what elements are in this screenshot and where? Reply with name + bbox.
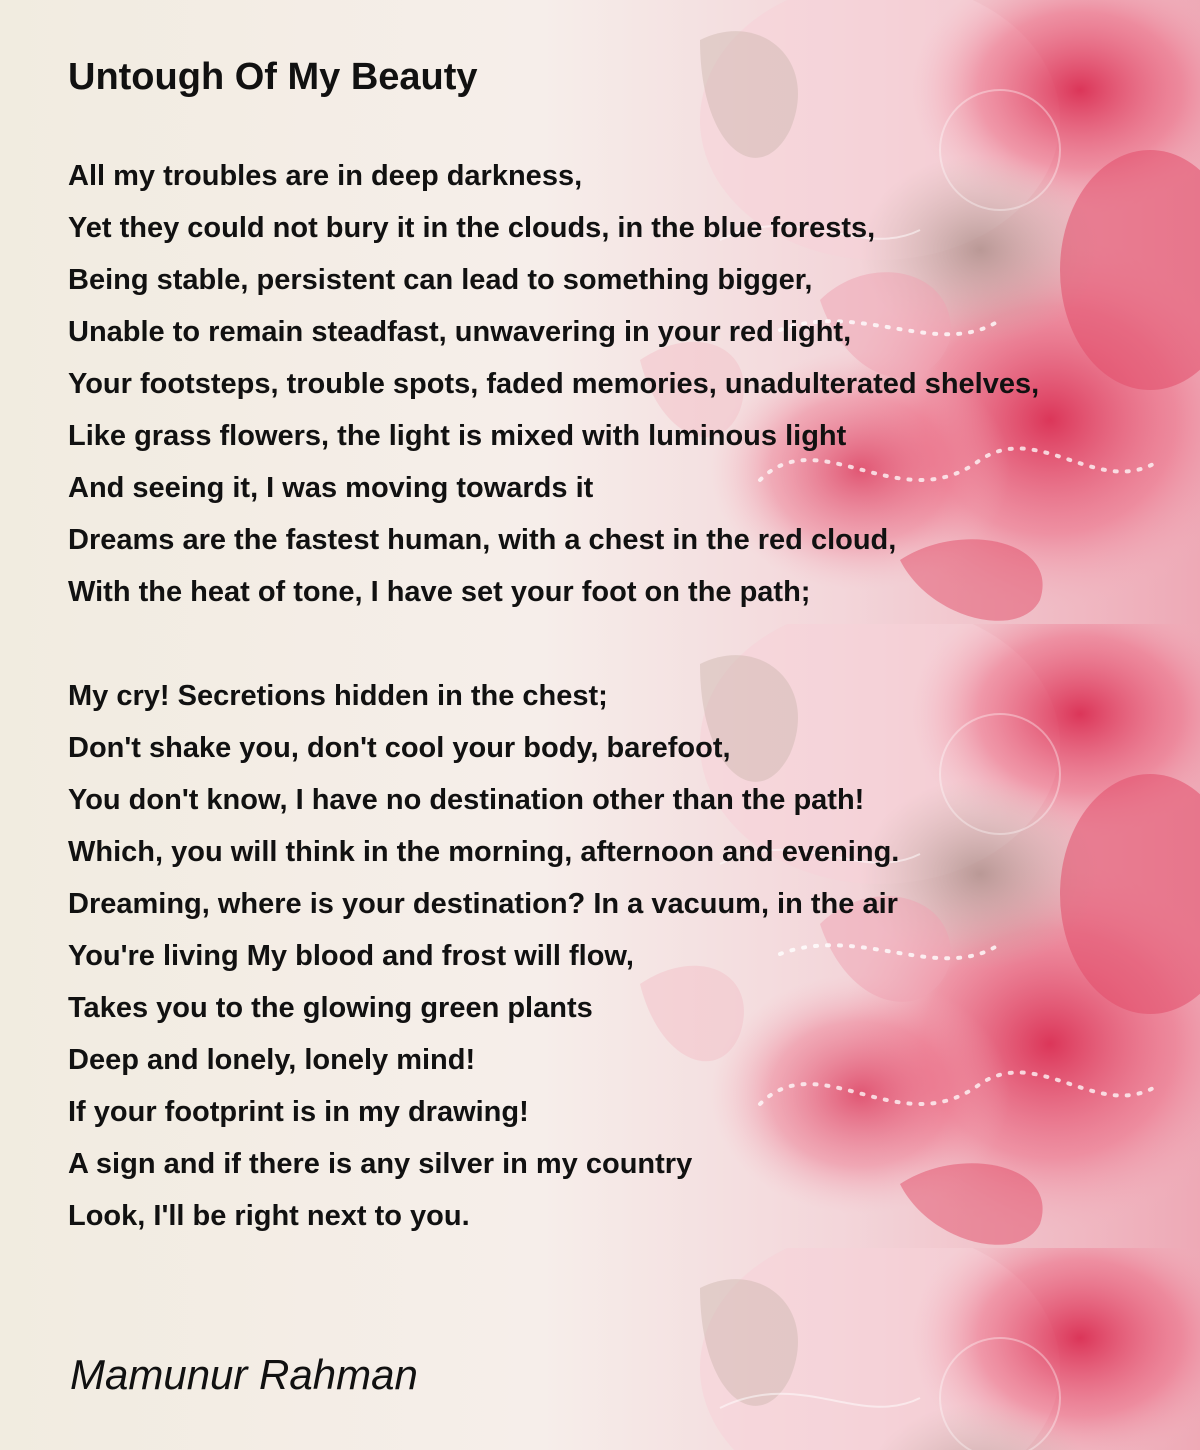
poem-line: Look, I'll be right next to you. [68,1200,470,1232]
stanza [68,150,1039,618]
poem-line: You're living My blood and frost will flow, [68,940,634,972]
stanza [68,670,899,1242]
poem-line: If your footprint is in my drawing! [68,1096,529,1128]
poem-line: With the heat of tone, I have set your foot on the path; [68,576,811,608]
poem-line: Unable to remain steadfast, unwavering in your red light, [68,316,852,348]
poem-line: My cry! Secretions hidden in the chest; [68,680,608,712]
poem-line: All my troubles are in deep darkness, [68,160,583,192]
poem-line: Being stable, persistent can lead to something bigger, [68,264,813,296]
poem-line: A sign and if there is any silver in my country [68,1148,693,1180]
poem-line: Deep and lonely, lonely mind! [68,1044,476,1076]
poem-line: Yet they could not bury it in the clouds, in the blue forests, [68,212,876,244]
poem-line: Dreams are the fastest human, with a chest in the red cloud, [68,524,897,556]
poem-line: And seeing it, I was moving towards it [68,472,594,504]
poem-line: Like grass flowers, the light is mixed with luminous light [68,420,847,452]
poem-line: Dreaming, where is your destination? In a vacuum, in the air [68,888,898,920]
poem-line: You don't know, I have no destination other than the path! [68,784,865,816]
poem-title: Untough Of My Beauty [68,56,478,98]
poem-line: Don't shake you, don't cool your body, barefoot, [68,732,731,764]
poem-line: Which, you will think in the morning, afternoon and evening. [68,836,900,868]
poem-line: Your footsteps, trouble spots, faded memories, unadulterated shelves, [68,368,1040,400]
poem-author: Mamunur Rahman [70,1351,418,1398]
poem-line: Takes you to the glowing green plants [68,992,593,1024]
